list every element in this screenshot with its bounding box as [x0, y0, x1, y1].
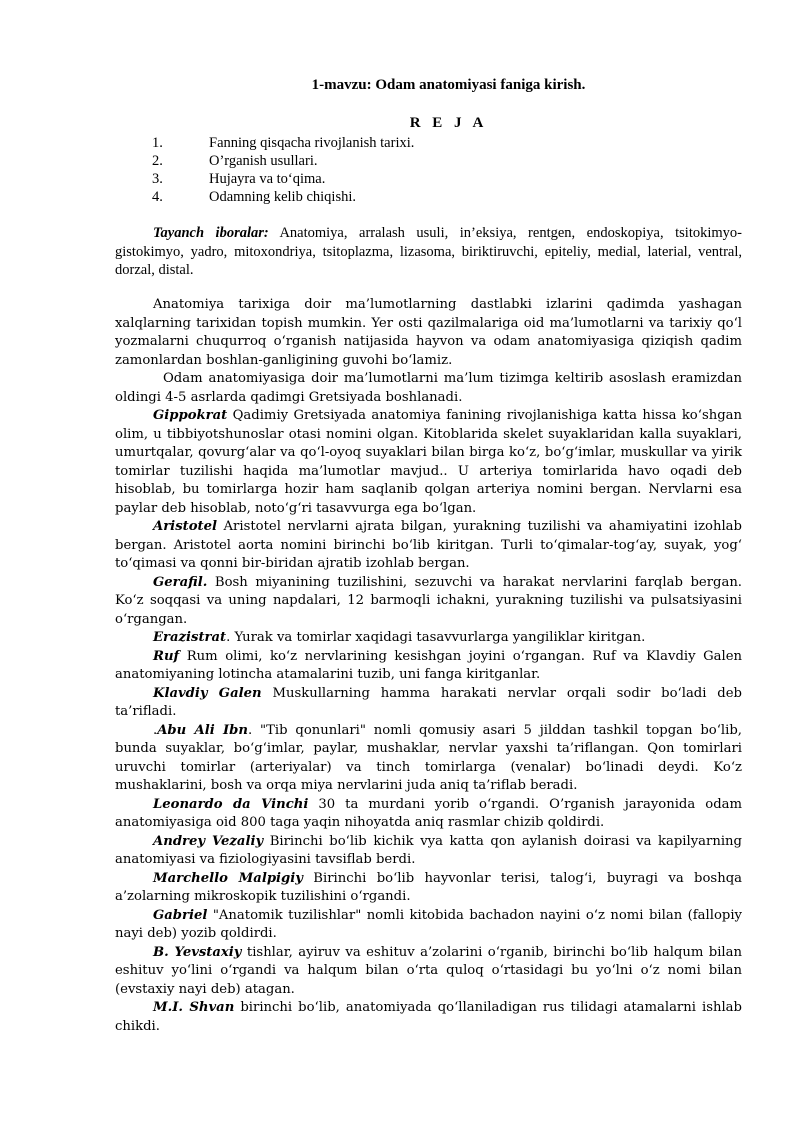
plan-item-text: Hujayra va to‘qima. [209, 171, 326, 187]
plan-item [152, 134, 414, 152]
paragraph-text: Rum olimi, ko‘z nervlarining kesishgan joyini o‘rgangan. Ruf va Klavdiy Galen anatomiyaning lotincha atamalarini tuzib, uni fanga kiritganlar. [115, 648, 742, 682]
paragraph-text: Birinchi bo‘lib hayvonlar terisi, talog‘i, buyragi va boshqa a’zolarning mikroskopik tuzilishini o‘rgandi. [115, 870, 743, 904]
paragraph-text: 30 ta murdani yorib o‘rgandi. O’rganish jarayonida odam anatomiyasiga oid 800 taga yaqin nihoyatda aniq rasmlar chizib qoldirdi. [115, 796, 742, 830]
paragraph [115, 370, 742, 407]
plan-item-text: O’rganish usullari. [209, 153, 318, 169]
paragraph-text: Bosh miyanining tuzilishini, sezuvchi va harakat nervlarini farqlab bergan. Ko‘z soqqasi va uning napdalari, 12 barmoqli ichakni, yurakning tuzilishi va pulsatsiyasini o‘rgangan. [115, 574, 742, 627]
plan-item-number: 1. [152, 135, 163, 151]
plan-list [152, 134, 414, 206]
paragraph-text: Odam anatomiyasiga doir ma’lumotlarni ma’lum tizimga keltirib asoslash eramizdan oldingi 4-5 asrlarda qadimgi Gretsiyada boshlanadi. [115, 371, 742, 405]
scholar-name: Marchello Malpigiy [153, 870, 303, 886]
scholar-name: Klavdiy Galen [153, 685, 262, 701]
scholar-name: Abu Ali Ibn [157, 722, 248, 738]
scholar-name: Gerafil. [153, 574, 208, 590]
scholar-name: Gabriel [153, 907, 208, 923]
paragraph [115, 833, 742, 870]
paragraph-text: . "Tib qonunlari" nomli qomusiy asari 5 jilddan tashkil topgan bo‘lib, bunda suyaklar, bo‘g‘imlar, paylar, mushaklar, nervlar yaxshi ta’riflangan. Qon tomirlari uruvchi tomirlar (arteriyalar) va tinch tomirlarga (venalar) bo‘linadi deydi. Ko‘z mushaklarini, bosh va orqa miya nervlarini juda aniq ta’riflab beradi. [115, 722, 742, 793]
scholar-name: Andrey Vezaliy [153, 833, 264, 849]
paragraph [115, 629, 742, 648]
plan-item-text: Odamning kelib chiqishi. [209, 189, 356, 205]
paragraph [115, 796, 742, 833]
plan-item-number: 3. [152, 171, 163, 187]
scholar-name: Erazistrat [153, 630, 227, 645]
scholar-name: B. Yevstaxiy [153, 944, 242, 960]
paragraph-text: Anatomiya tarixiga doir ma’lumotlarning dastlabki izlarini qadimda yashagan xalqlarning tarixidan topish mumkin. Yer osti qazilmalariga oid ma’lumotlarni va tarixiy qo‘l yozmalarni chuqurroq o‘rganish natijasida hayvon va odam anatomiyasiga qiziqish qadim zamonlardan boshlan-ganligining guvohi bo‘lamiz. [115, 297, 742, 368]
plan-item [152, 188, 414, 206]
plan-item-number: 4. [152, 189, 163, 205]
paragraph [115, 870, 742, 907]
paragraph-text: "Anatomik tuzilishlar" nomli kitobida bachadon nayini o‘z nomi bilan (fallopiy nayi deb) yozib qoldirdi. [115, 907, 742, 941]
paragraph-text: birinchi bo‘lib, anatomiyada qo‘llaniladigan rus tilidagi atamalarni ishlab chikdi. [115, 1000, 742, 1034]
paragraph-text: Qadimiy Gretsiyada anatomiya fanining rivojlanishiga katta hissa ko‘shgan olim, u tibbiyotshunoslar otasi nomini olgan. Kitoblarida skelet suyaklaridan kalla suyaklari, umurtqalar, qovurg‘alar va qo‘l-oyoq suyaklari bilan birga ko‘z, bo‘g‘imlar, muskullar va yirik tomirlar tuzilishi haqida ma’lumotlar mavjud.. U arteriya tomirlarida havo oqadi deb hisoblab, bu tomirlarga hozir ham saqlanib qolgan arteriya nomini bergan. Nervlarni esa paylar deb hisoblab, noto‘g‘ri tasavvurga ega bo‘lgan. [115, 408, 742, 516]
paragraph-prefix: . [153, 722, 158, 738]
paragraph-text: . Yurak va tomirlar xaqidagi tasavvurlarga yangiliklar kiritgan. [226, 630, 646, 645]
paragraph [115, 722, 742, 796]
paragraph [115, 407, 742, 518]
paragraph [115, 296, 742, 370]
paragraph-text: Birinchi bo‘lib kichik vya katta qon aylanish doirasi va kapilyarning anatomiyasi va fiziologiyasini tavsiflab berdi. [115, 833, 742, 867]
scholar-name: Ruf [153, 648, 180, 664]
paragraph [115, 944, 742, 1000]
paragraph [115, 999, 742, 1036]
plan-item-number: 2. [152, 153, 163, 169]
paragraph [115, 648, 742, 685]
plan-item-text: Fanning qisqacha rivojlanish tarixi. [209, 135, 415, 151]
plan-item [152, 170, 414, 188]
paragraph [115, 907, 742, 944]
scholar-name: Leonardo da Vinchi [153, 796, 309, 812]
plan-item [152, 152, 414, 170]
page-title: 1-mavzu: Odam anatomiyasi faniga kirish. [311, 77, 586, 93]
paragraph [115, 518, 742, 574]
plan-heading: R E J A [409, 115, 488, 131]
scholar-name: Gippokrat [153, 408, 228, 423]
key-terms-text: Anatomiya, arralash usuli, in’eksiya, rentgen, endoskopiya, tsitokimyo-gistokimyo, yadro, mitoxondriya, tsitoplazma, lizasoma, biriktiruvchi, epiteliy, medial, laterial, ventral, dorzal, distal. [115, 225, 742, 278]
paragraph-text: Muskullarning hamma harakati nervlar orqali sodir bo‘ladi deb ta’rifladi. [115, 685, 742, 719]
scholar-name: Aristotel [153, 519, 217, 534]
paragraph-text: tishlar, ayiruv va eshituv a’zolarini o‘rganib, birinchi bo‘lib halqum bilan eshituv yo‘lini o‘rgandi va halqum bilan o‘rta quloq o‘rtasidagi bu yo‘lni o‘z nomi bilan (evstaxiy nayi deb) atagan. [115, 944, 743, 997]
key-terms-paragraph [115, 224, 742, 280]
paragraph [115, 685, 742, 722]
key-terms-label: Tayanch iboralar: [153, 225, 269, 241]
body-text [115, 296, 742, 1036]
scholar-name: M.I. Shvan [153, 1000, 235, 1015]
paragraph [115, 574, 742, 630]
paragraph-text: Aristotel nervlarni ajrata bilgan, yurakning tuzilishi va ahamiyatini izohlab bergan. Aristotel aorta nomini birinchi bo‘lib kiritgan. Turli to‘qimalar-tog‘ay, suyak, yog‘ to‘qimasi va qonni bir-biridan ajratib izohlab bergan. [115, 519, 742, 571]
